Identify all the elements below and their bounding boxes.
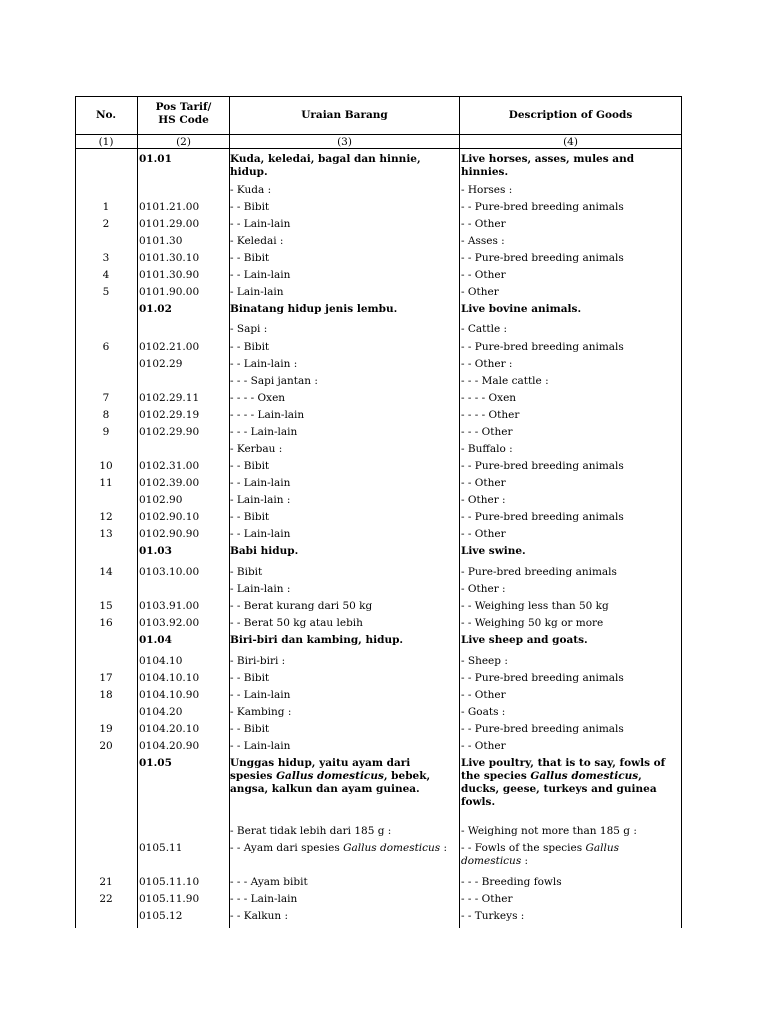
uraian-barang: - Kuda : <box>230 184 272 196</box>
uraian-barang: - - Kalkun : <box>230 910 288 922</box>
uraian-barang: - Keledai : <box>230 235 284 247</box>
description-of-goods: - Sheep : <box>461 655 508 667</box>
uraian-barang: - - Lain-lain <box>230 218 291 230</box>
uraian-barang: - - - Lain-lain <box>230 426 298 438</box>
uraian-barang: - Sapi : <box>230 323 268 335</box>
row-number: 6 <box>102 341 110 353</box>
hs-code: 01.01 <box>139 153 172 165</box>
description-of-goods: - - Other <box>461 218 506 230</box>
description-of-goods: Live sheep and goats. <box>461 634 588 646</box>
description-of-goods: - - Weighing 50 kg or more <box>461 617 604 629</box>
uraian-barang: - - Bibit <box>230 511 270 523</box>
row-number: 15 <box>99 600 113 612</box>
description-of-goods: - Buffalo : <box>461 443 513 455</box>
hs-code: 0105.11 <box>139 842 183 854</box>
hs-code: 0102.29.90 <box>139 426 200 438</box>
description-of-goods: - - Other <box>461 689 506 701</box>
hs-code: 0102.21.00 <box>139 341 200 353</box>
uraian-barang: Biri-biri dan kambing, hidup. <box>230 634 404 646</box>
description-of-goods: - - - - Other <box>461 409 520 421</box>
hs-code: 0104.10.10 <box>139 672 200 684</box>
colnum-2: (2) <box>176 136 191 148</box>
uraian-barang: - - Bibit <box>230 672 270 684</box>
hs-code: 0102.29.11 <box>139 392 200 404</box>
header-no: No. <box>95 109 117 121</box>
uraian-barang: - - Berat kurang dari 50 kg <box>230 600 373 612</box>
hs-code: 0103.10.00 <box>139 566 200 578</box>
uraian-barang: - - Bibit <box>230 460 270 472</box>
hs-code: 0102.90 <box>139 494 183 506</box>
uraian-barang: - - Lain-lain <box>230 689 291 701</box>
hs-code: 0102.31.00 <box>139 460 200 472</box>
description-of-goods: - - - Breeding fowls <box>461 876 562 888</box>
description-of-goods: - - Other <box>461 477 506 489</box>
description-of-goods: - Goats : <box>461 706 506 718</box>
hs-code: 0105.11.10 <box>139 876 200 888</box>
description-of-goods: - Other : <box>461 494 506 506</box>
hs-code: 01.05 <box>139 757 172 769</box>
header-uraian-barang: Uraian Barang <box>301 109 388 121</box>
description-of-goods: - Weighing not more than 185 g : <box>461 825 637 837</box>
description-of-goods: - - Other <box>461 740 506 752</box>
row-number: 16 <box>99 617 113 629</box>
description-of-goods: - - Pure-bred breeding animals <box>461 460 624 472</box>
hs-code: 0104.10.90 <box>139 689 200 701</box>
row-number: 18 <box>99 689 113 701</box>
description-of-goods: - - Turkeys : <box>461 910 525 922</box>
row-number: 2 <box>102 218 110 230</box>
uraian-barang: - - Lain-lain <box>230 269 291 281</box>
row-number: 17 <box>99 672 113 684</box>
row-number: 12 <box>99 511 113 523</box>
hs-code: 0102.39.00 <box>139 477 200 489</box>
description-of-goods: - - Fowls of the species Gallus domesticus : <box>461 842 619 867</box>
description-of-goods: - - Pure-bred breeding animals <box>461 511 624 523</box>
uraian-barang: Unggas hidup, yaitu ayam dari spesies Gallus domesticus, bebek, angsa, kalkun dan ayam guinea. <box>230 757 431 795</box>
hs-code: 0101.30 <box>139 235 183 247</box>
description-of-goods: Live poultry, that is to say, fowls of the species Gallus domesticus, ducks, geese, turkeys and guinea fowls. <box>461 757 666 808</box>
description-of-goods: - - Pure-bred breeding animals <box>461 723 624 735</box>
hs-code: 0103.91.00 <box>139 600 200 612</box>
hs-code: 01.03 <box>139 545 172 557</box>
row-number: 3 <box>102 252 110 264</box>
description-of-goods: - - Pure-bred breeding animals <box>461 201 624 213</box>
hs-code: 0105.11.90 <box>139 893 200 905</box>
col-line-right <box>681 96 682 928</box>
uraian-barang: Babi hidup. <box>230 545 299 557</box>
description-of-goods: Live horses, asses, mules and hinnies. <box>461 153 635 178</box>
row-number: 22 <box>99 893 113 905</box>
uraian-barang: - - - - Oxen <box>230 392 286 404</box>
header-bottom-line <box>75 134 682 135</box>
uraian-barang: - Lain-lain : <box>230 583 291 595</box>
row-number: 11 <box>99 477 113 489</box>
col-line-1 <box>137 96 138 928</box>
uraian-barang: Binatang hidup jenis lembu. <box>230 303 398 315</box>
row-number: 10 <box>99 460 113 472</box>
row-number: 7 <box>102 392 110 404</box>
header-pos-tarif: Pos Tarif/ HS Code <box>155 101 212 126</box>
uraian-barang: - - Lain-lain <box>230 477 291 489</box>
uraian-barang: - - Lain-lain <box>230 528 291 540</box>
uraian-barang: - - - - Lain-lain <box>230 409 305 421</box>
colnum-4: (4) <box>563 136 578 148</box>
uraian-barang: - Lain-lain : <box>230 494 291 506</box>
uraian-barang: - - Lain-lain : <box>230 358 298 370</box>
hs-code: 0102.90.90 <box>139 528 200 540</box>
table-top-border <box>75 96 458 97</box>
hs-code: 0101.30.10 <box>139 252 200 264</box>
row-number: 4 <box>102 269 110 281</box>
row-number: 19 <box>99 723 113 735</box>
uraian-barang: - - Bibit <box>230 201 270 213</box>
description-of-goods: - Horses : <box>461 184 513 196</box>
description-of-goods: Live bovine animals. <box>461 303 582 315</box>
uraian-barang: - - Bibit <box>230 723 270 735</box>
uraian-barang: - - Bibit <box>230 341 270 353</box>
row-number: 9 <box>102 426 110 438</box>
row-number: 8 <box>102 409 110 421</box>
description-of-goods: - - Other <box>461 269 506 281</box>
row-number: 20 <box>99 740 113 752</box>
description-of-goods: - - Pure-bred breeding animals <box>461 341 624 353</box>
description-of-goods: Live swine. <box>461 545 526 557</box>
description-of-goods: - Asses : <box>461 235 505 247</box>
uraian-barang: - Berat tidak lebih dari 185 g : <box>230 825 392 837</box>
description-of-goods: - Other <box>461 286 499 298</box>
description-of-goods: - Other : <box>461 583 506 595</box>
uraian-barang: - Kambing : <box>230 706 292 718</box>
hs-code: 0102.90.10 <box>139 511 200 523</box>
uraian-barang: - - - Sapi jantan : <box>230 375 318 387</box>
hs-code: 0101.30.90 <box>139 269 200 281</box>
hs-code: 0104.20.90 <box>139 740 200 752</box>
uraian-barang: - Lain-lain <box>230 286 284 298</box>
row-number: 14 <box>99 566 113 578</box>
row-number: 21 <box>99 876 113 888</box>
uraian-barang: - - - Ayam bibit <box>230 876 308 888</box>
hs-code: 0105.12 <box>139 910 183 922</box>
description-of-goods: - - - Male cattle : <box>461 375 549 387</box>
hs-code: 0103.92.00 <box>139 617 200 629</box>
hs-code: 0104.10 <box>139 655 183 667</box>
description-of-goods: - - - - Oxen <box>461 392 517 404</box>
row-number: 13 <box>99 528 113 540</box>
hs-code: 0101.29.00 <box>139 218 200 230</box>
colnum-3: (3) <box>337 136 352 148</box>
hs-code: 0102.29 <box>139 358 183 370</box>
description-of-goods: - - Weighing less than 50 kg <box>461 600 609 612</box>
hs-code: 0101.21.00 <box>139 201 200 213</box>
col-line-3 <box>459 96 460 928</box>
uraian-barang: - Biri-biri : <box>230 655 286 667</box>
hs-code: 01.02 <box>139 303 172 315</box>
description-of-goods: - - Other <box>461 528 506 540</box>
description-of-goods: - - - Other <box>461 893 513 905</box>
uraian-barang: - - Ayam dari spesies Gallus domesticus : <box>230 842 448 854</box>
description-of-goods: - - - Other <box>461 426 513 438</box>
hs-code: 0104.20.10 <box>139 723 200 735</box>
description-of-goods: - Pure-bred breeding animals <box>461 566 617 578</box>
hs-code: 0104.20 <box>139 706 183 718</box>
description-of-goods: - - Other : <box>461 358 513 370</box>
row-number: 1 <box>102 201 110 213</box>
colnum-1: (1) <box>98 136 114 148</box>
row-number: 5 <box>102 286 110 298</box>
uraian-barang: - Kerbau : <box>230 443 283 455</box>
uraian-barang: - - Berat 50 kg atau lebih <box>230 617 363 629</box>
header-description: Description of Goods <box>508 109 633 121</box>
hs-code: 0102.29.19 <box>139 409 200 421</box>
table-top-border-right <box>452 96 682 97</box>
description-of-goods: - - Pure-bred breeding animals <box>461 672 624 684</box>
description-of-goods: - Cattle : <box>461 323 508 335</box>
uraian-barang: - - Bibit <box>230 252 270 264</box>
hs-code: 01.04 <box>139 634 172 646</box>
uraian-barang: - - - Lain-lain <box>230 893 298 905</box>
description-of-goods: - - Pure-bred breeding animals <box>461 252 624 264</box>
uraian-barang: - Bibit <box>230 566 263 578</box>
uraian-barang: Kuda, keledai, bagal dan hinnie, hidup. <box>230 153 421 178</box>
hs-code: 0101.90.00 <box>139 286 200 298</box>
uraian-barang: - - Lain-lain <box>230 740 291 752</box>
